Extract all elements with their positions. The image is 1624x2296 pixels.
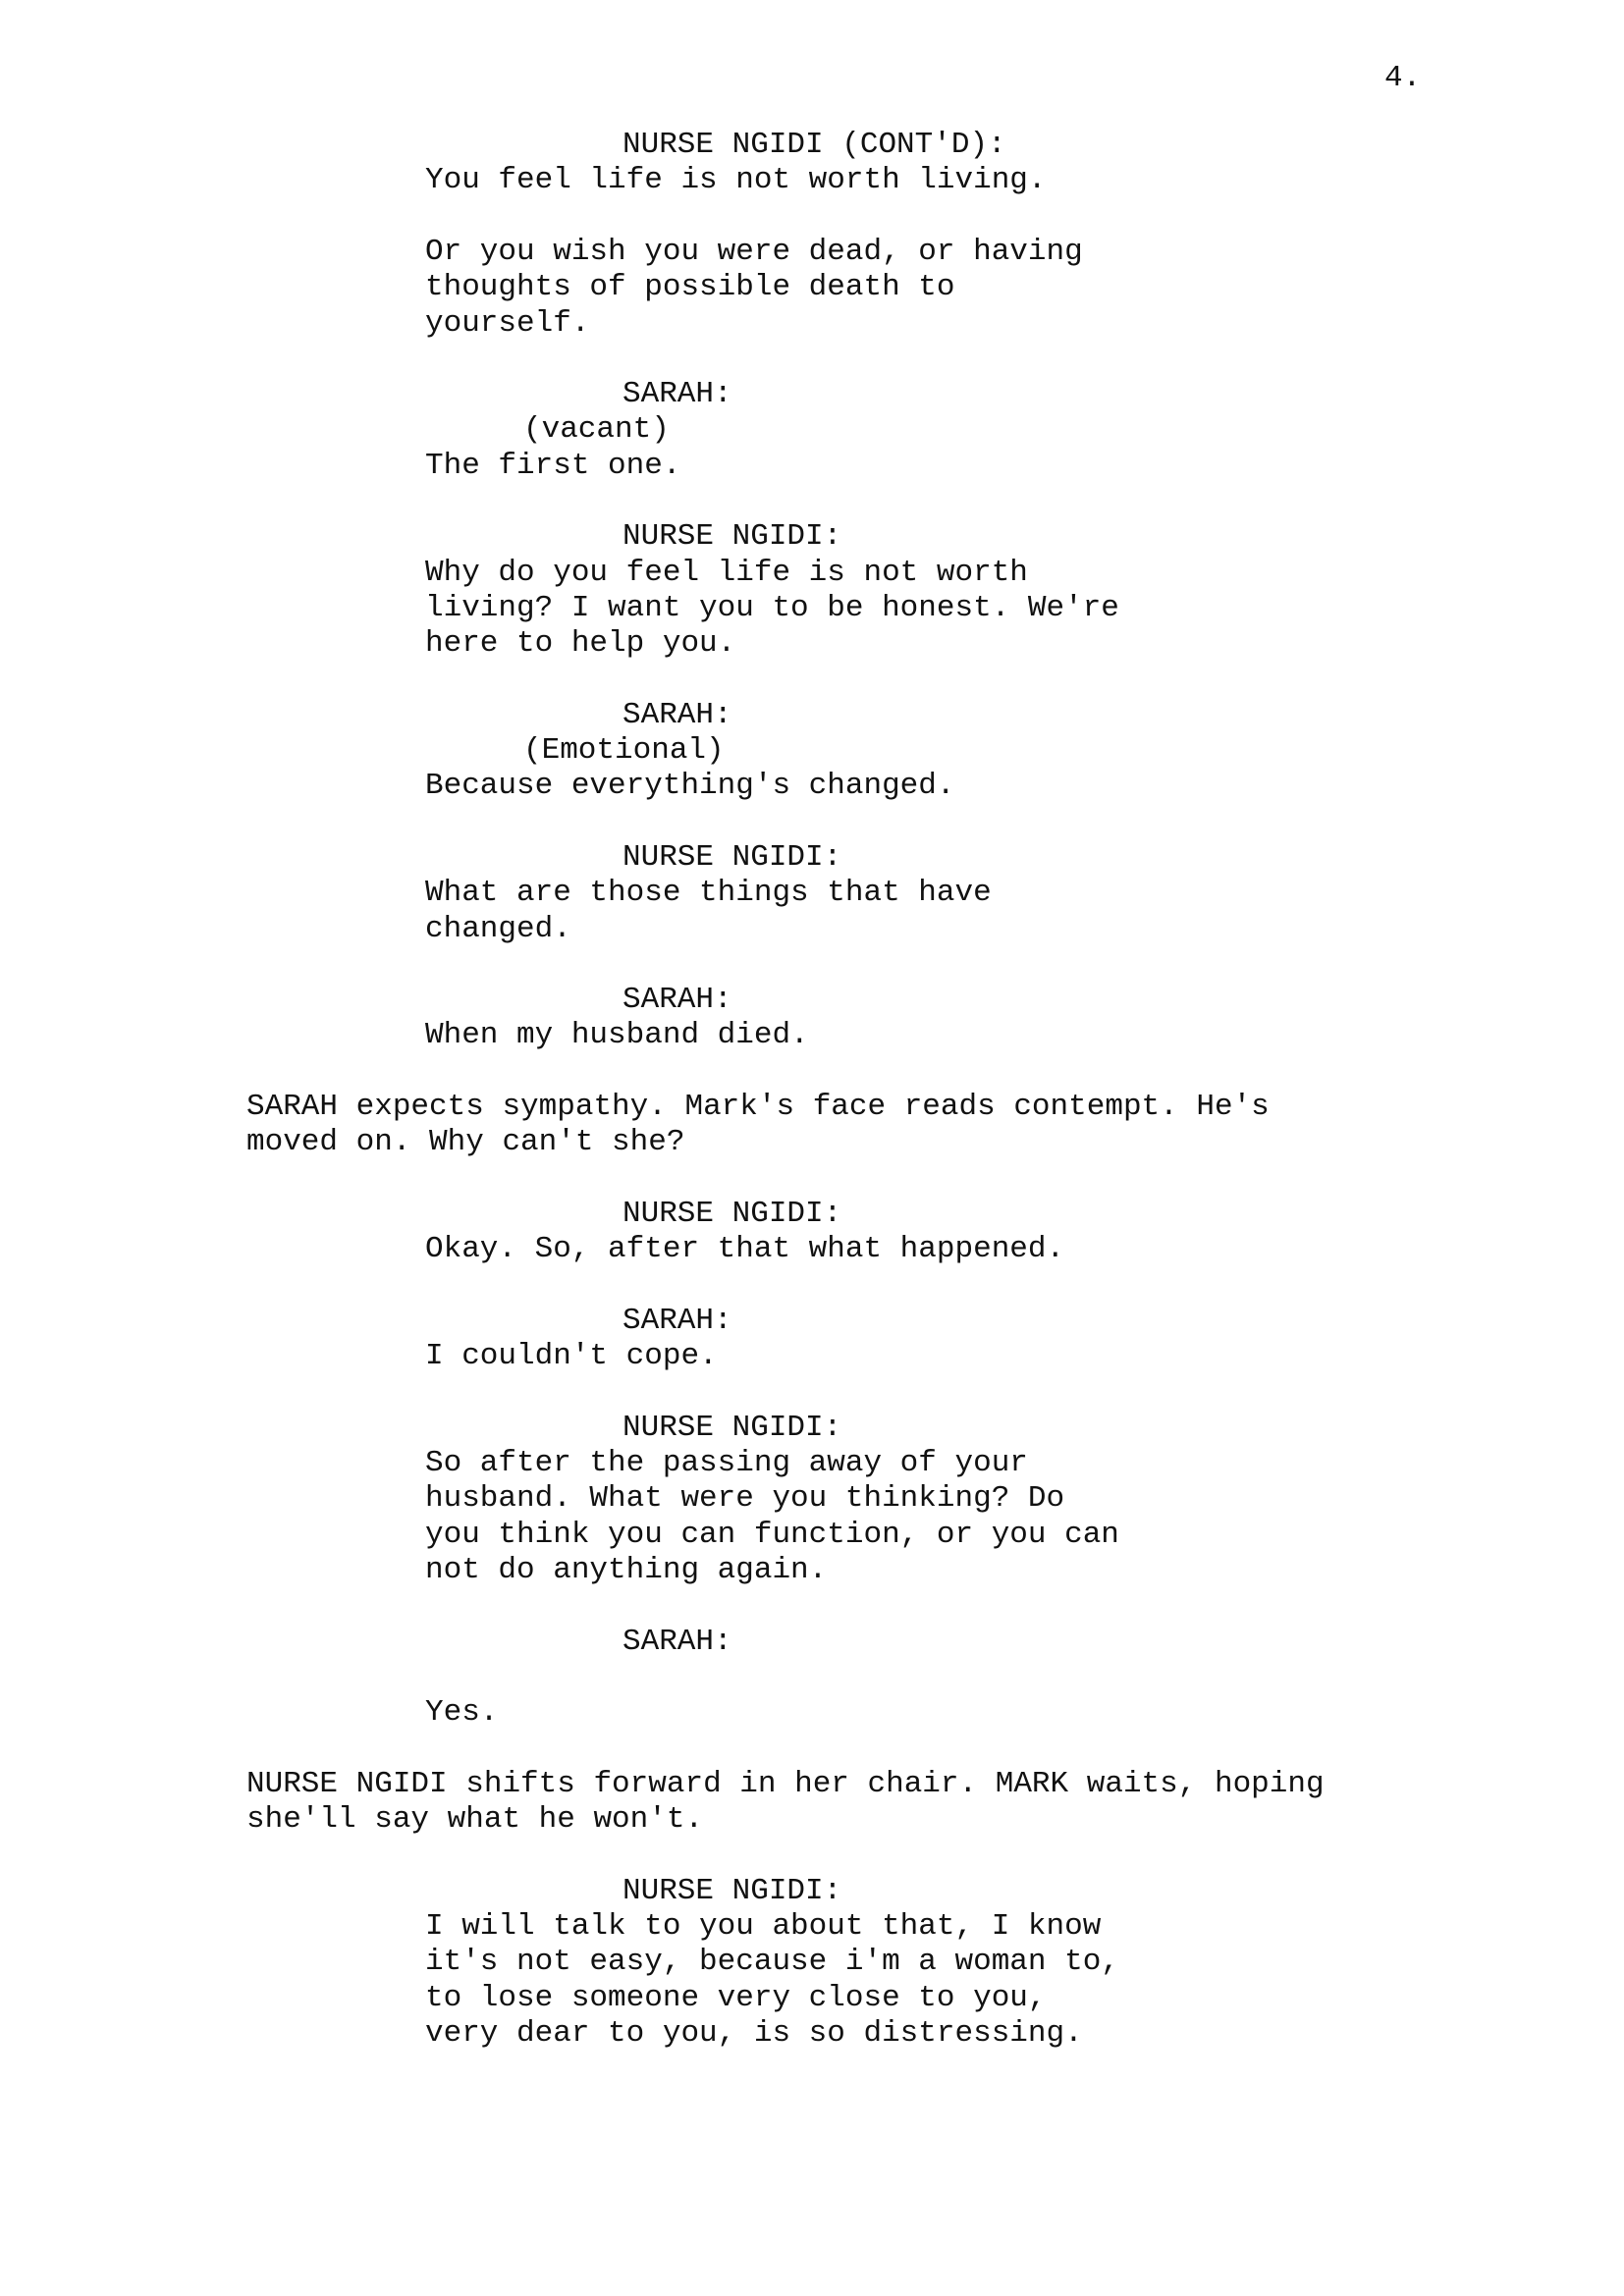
dialogue-line: Or you wish you were dead, or having: [425, 235, 1083, 269]
dialogue-line: yourself.: [425, 306, 590, 341]
character-cue: NURSE NGIDI:: [623, 1197, 842, 1231]
dialogue-line: it's not easy, because i'm a woman to,: [425, 1945, 1119, 1979]
character-cue: SARAH:: [623, 1304, 732, 1338]
character-cue: NURSE NGIDI (CONT'D):: [623, 128, 1006, 162]
dialogue-line: I will talk to you about that, I know: [425, 1909, 1102, 1944]
character-cue: SARAH:: [623, 698, 732, 732]
dialogue-line: very dear to you, is so distressing.: [425, 2016, 1083, 2051]
character-cue: SARAH:: [623, 377, 732, 411]
dialogue-line: Why do you feel life is not worth: [425, 556, 1028, 590]
action-line: NURSE NGIDI shifts forward in her chair. MARK waits, hoping: [246, 1767, 1325, 1801]
dialogue-line: So after the passing away of your: [425, 1446, 1028, 1480]
character-cue: NURSE NGIDI:: [623, 1874, 842, 1908]
action-line: she'll say what he won't.: [246, 1802, 704, 1837]
dialogue-line: not do anything again.: [425, 1553, 828, 1587]
dialogue-line: Because everything's changed.: [425, 769, 955, 803]
dialogue-line: What are those things that have: [425, 876, 992, 910]
action-line: moved on. Why can't she?: [246, 1125, 685, 1159]
dialogue-line: husband. What were you thinking? Do: [425, 1481, 1065, 1516]
action-line: SARAH expects sympathy. Mark's face reads contempt. He's: [246, 1090, 1270, 1124]
parenthetical: (vacant): [523, 412, 670, 447]
character-cue: NURSE NGIDI:: [623, 840, 842, 875]
dialogue-line: thoughts of possible death to: [425, 270, 955, 304]
dialogue-line: The first one.: [425, 449, 681, 483]
dialogue-line: living? I want you to be honest. We're: [425, 591, 1119, 625]
parenthetical: (Emotional): [523, 733, 725, 768]
dialogue-line: you think you can function, or you can: [425, 1518, 1119, 1552]
page-number: 4.: [1384, 61, 1422, 95]
character-cue: SARAH:: [623, 1625, 732, 1659]
dialogue-line: When my husband died.: [425, 1018, 809, 1052]
character-cue: NURSE NGIDI:: [623, 519, 842, 554]
dialogue-line: I couldn't cope.: [425, 1339, 718, 1373]
dialogue-line: Yes.: [425, 1695, 499, 1730]
character-cue: SARAH:: [623, 983, 732, 1017]
dialogue-line: here to help you.: [425, 626, 736, 661]
character-cue: NURSE NGIDI:: [623, 1411, 842, 1445]
dialogue-line: Okay. So, after that what happened.: [425, 1232, 1065, 1266]
dialogue-line: You feel life is not worth living.: [425, 163, 1047, 197]
dialogue-line: to lose someone very close to you,: [425, 1981, 1047, 2015]
dialogue-line: changed.: [425, 912, 571, 946]
